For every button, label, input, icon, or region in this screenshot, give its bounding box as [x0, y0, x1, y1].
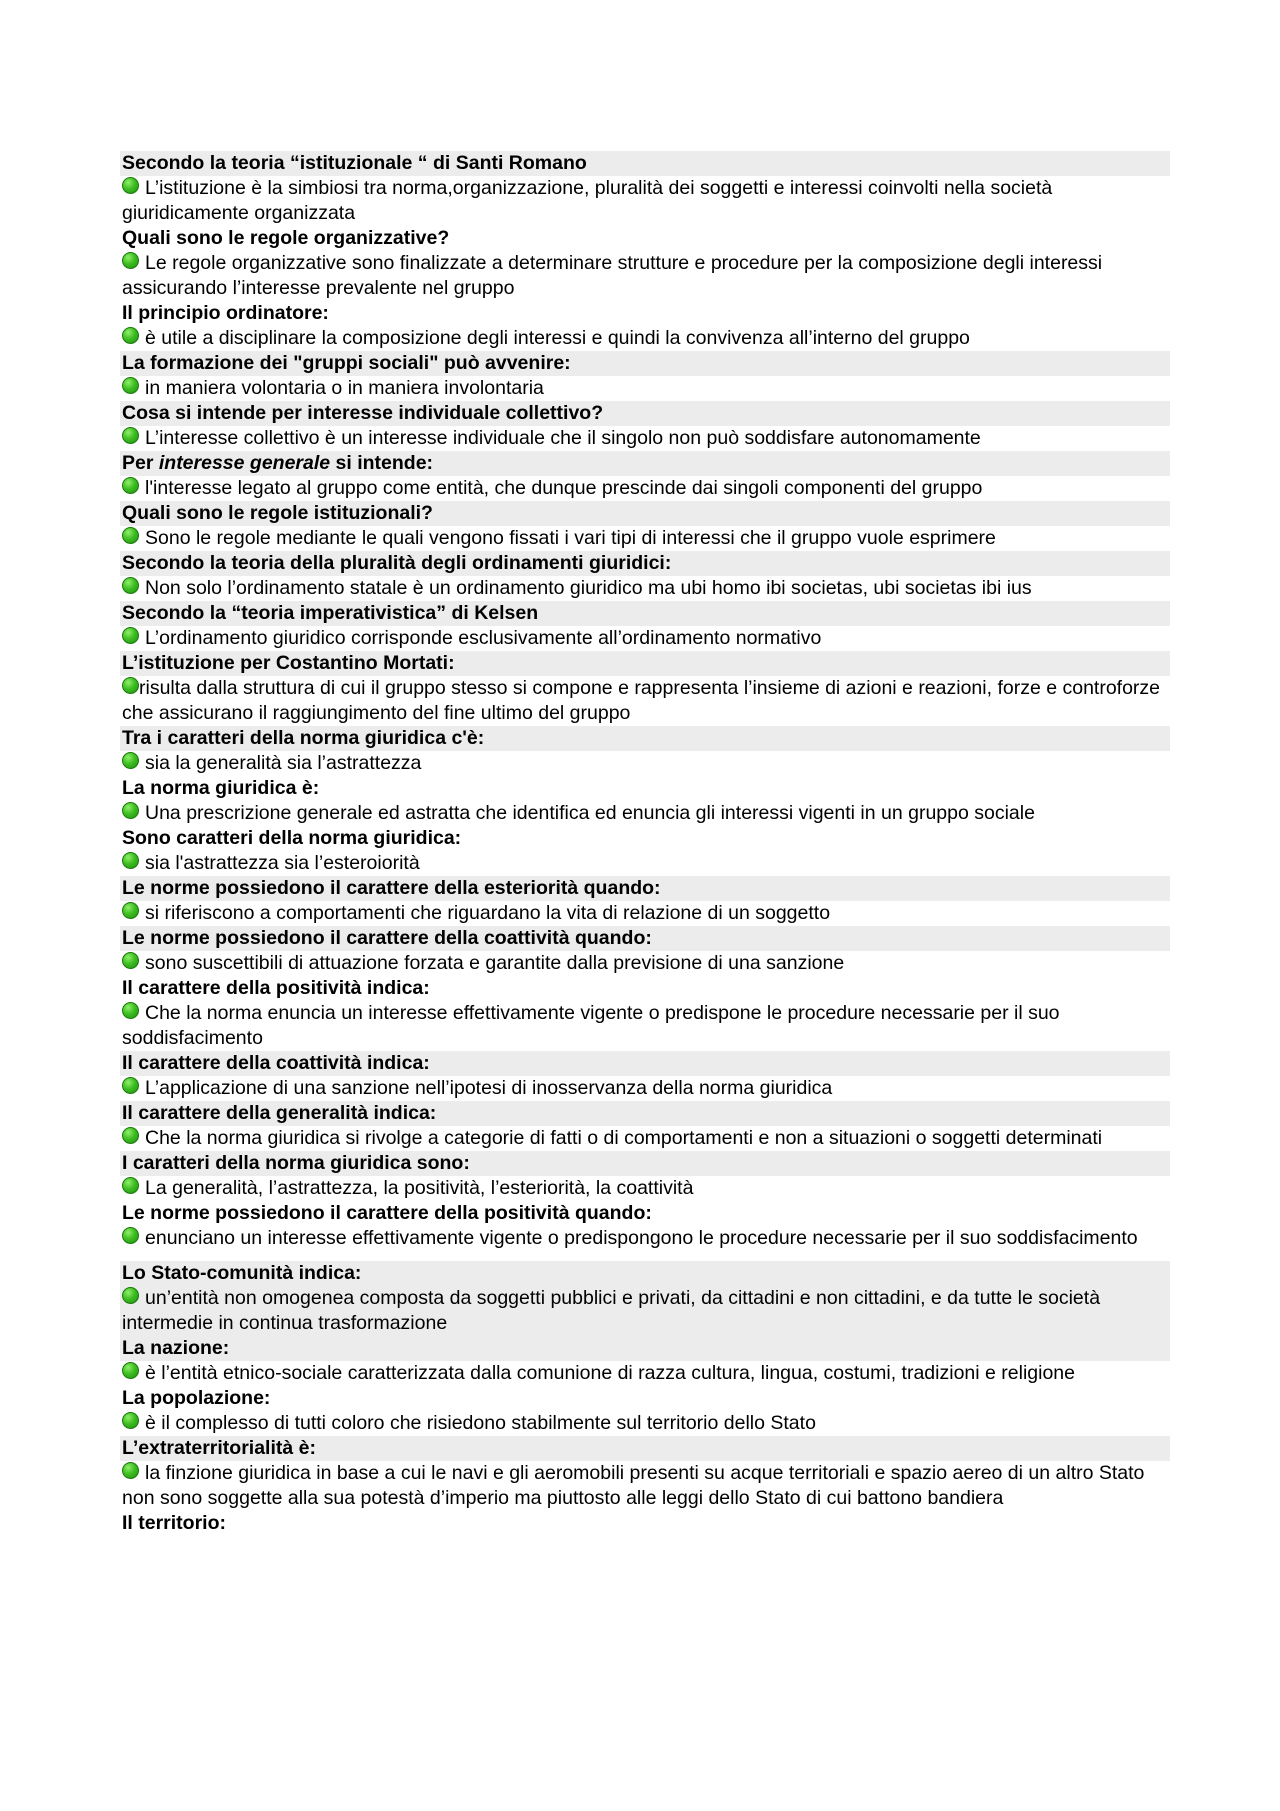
answer: è il complesso di tutti coloro che risiedono stabilmente sul territorio dello Stato [120, 1411, 1170, 1436]
question: I caratteri della norma giuridica sono: [120, 1151, 1170, 1176]
answer: la finzione giuridica in base a cui le navi e gli aeromobili presenti su acque territoriali e spazio aereo di un altro Stato non sono soggette alla sua potestà d’imperio ma piuttosto alle leggi dello Stato di cui battono bandiera [122, 1462, 1145, 1509]
question: Secondo la teoria della pluralità degli ordinamenti giuridici: [120, 551, 1170, 576]
green-dot-icon [122, 177, 139, 194]
question: La norma giuridica è: [122, 777, 320, 799]
green-dot-icon [122, 477, 139, 494]
answer: L’interesse collettivo è un interesse individuale che il singolo non può soddisfare autonomamente [120, 426, 1170, 451]
answer: sono suscettibili di attuazione forzata e garantite dalla previsione di una sanzione [120, 951, 1170, 976]
answer: è l’entità etnico-sociale caratterizzata dalla comunione di razza cultura, lingua, costumi, tradizioni e religione [120, 1361, 1170, 1386]
question: Il carattere della positività indica: [122, 977, 430, 999]
green-dot-icon [122, 527, 139, 544]
question: L’extraterritorialità è: [120, 1436, 1170, 1461]
answer: l'interesse legato al gruppo come entità, che dunque prescinde dai singoli componenti del gruppo [120, 476, 1170, 501]
answer: L’applicazione di una sanzione nell’ipotesi di inosservanza della norma giuridica [120, 1076, 1170, 1101]
question: Secondo la “teoria imperativistica” di Kelsen [120, 601, 1170, 626]
green-dot-icon [122, 427, 139, 444]
green-dot-icon [122, 677, 139, 694]
green-dot-icon [122, 1362, 139, 1379]
green-dot-icon [122, 627, 139, 644]
question: Per interesse generale si intende: [120, 451, 1170, 476]
question: Il principio ordinatore: [122, 302, 329, 324]
question: Quali sono le regole organizzative? [122, 227, 450, 249]
question: Secondo la teoria “istituzionale “ di Santi Romano [120, 151, 1170, 176]
question: Cosa si intende per interesse individuale collettivo? [120, 401, 1170, 426]
green-dot-icon [122, 1412, 139, 1429]
answer: La generalità, l’astrattezza, la positività, l’esteriorità, la coattività [120, 1176, 1170, 1201]
question: Il territorio: [122, 1512, 227, 1534]
green-dot-icon [122, 752, 139, 769]
green-dot-icon [122, 377, 139, 394]
question: Il carattere della generalità indica: [120, 1101, 1170, 1126]
green-dot-icon [122, 1227, 139, 1244]
green-dot-icon [122, 327, 139, 344]
green-dot-icon [122, 952, 139, 969]
answer: Che la norma enuncia un interesse effettivamente vigente o predispone le procedure necessarie per il suo soddisfacimento [122, 1002, 1060, 1049]
answer: enunciano un interesse effettivamente vigente o predispongono le procedure necessarie per il suo soddisfacimento [120, 1226, 1170, 1261]
green-dot-icon [122, 577, 139, 594]
question: Il carattere della coattività indica: [120, 1051, 1170, 1076]
green-dot-icon [122, 802, 139, 819]
answer: L’istituzione è la simbiosi tra norma,organizzazione, pluralità dei soggetti e interessi coinvolti nella società giuridicamente organizzata [122, 177, 1053, 224]
question: Sono caratteri della norma giuridica: [122, 827, 462, 849]
question: Le norme possiedono il carattere della positività quando: [122, 1202, 652, 1224]
answer: Sono le regole mediante le quali vengono fissati i vari tipi di interessi che il gruppo vuole esprimere [120, 526, 1170, 551]
green-dot-icon [122, 1077, 139, 1094]
answer: è utile a disciplinare la composizione degli interessi e quindi la convivenza all’interno del gruppo [120, 326, 1170, 351]
question: Lo Stato-comunità indica: [120, 1261, 1170, 1286]
answer: sia la generalità sia l’astrattezza [120, 751, 1170, 776]
answer: in maniera volontaria o in maniera involontaria [120, 376, 1170, 401]
answer: sia l'astrattezza sia l’esteroiorità [120, 851, 1170, 876]
answer: L’ordinamento giuridico corrisponde esclusivamente all’ordinamento normativo [120, 626, 1170, 651]
question: Le norme possiedono il carattere della esteriorità quando: [120, 876, 1170, 901]
question: Quali sono le regole istituzionali? [120, 501, 1170, 526]
green-dot-icon [122, 1462, 139, 1479]
answer: si riferiscono a comportamenti che riguardano la vita di relazione di un soggetto [120, 901, 1170, 926]
answer: risulta dalla struttura di cui il gruppo stesso si compone e rappresenta l’insieme di azioni e reazioni, forze e controforze che assicurano il raggiungimento del fine ultimo del gruppo [122, 677, 1161, 724]
green-dot-icon [122, 1127, 139, 1144]
answer: Le regole organizzative sono finalizzate a determinare strutture e procedure per la composizione degli interessi assicurando l’interesse prevalente nel gruppo [122, 252, 1103, 299]
green-dot-icon [122, 252, 139, 269]
document-page [120, 151, 1170, 1536]
green-dot-icon [122, 852, 139, 869]
question: L’istituzione per Costantino Mortati: [120, 651, 1170, 676]
answer: un’entità non omogenea composta da soggetti pubblici e privati, da cittadini e non cittadini, e da tutte le società intermedie in continua trasformazione [120, 1286, 1170, 1336]
question: La formazione dei "gruppi sociali" può avvenire: [120, 351, 1170, 376]
question: La popolazione: [122, 1387, 271, 1409]
answer: Che la norma giuridica si rivolge a categorie di fatti o di comportamenti e non a situazioni o soggetti determinati [120, 1126, 1170, 1151]
question: Tra i caratteri della norma giuridica c'è: [120, 726, 1170, 751]
question: Le norme possiedono il carattere della coattività quando: [120, 926, 1170, 951]
green-dot-icon [122, 1177, 139, 1194]
answer: Non solo l’ordinamento statale è un ordinamento giuridico ma ubi homo ibi societas, ubi societas ibi ius [120, 576, 1170, 601]
green-dot-icon [122, 902, 139, 919]
question: La nazione: [120, 1336, 1170, 1361]
green-dot-icon [122, 1287, 139, 1304]
green-dot-icon [122, 1002, 139, 1019]
answer: Una prescrizione generale ed astratta che identifica ed enuncia gli interessi vigenti in un gruppo sociale [120, 801, 1170, 826]
